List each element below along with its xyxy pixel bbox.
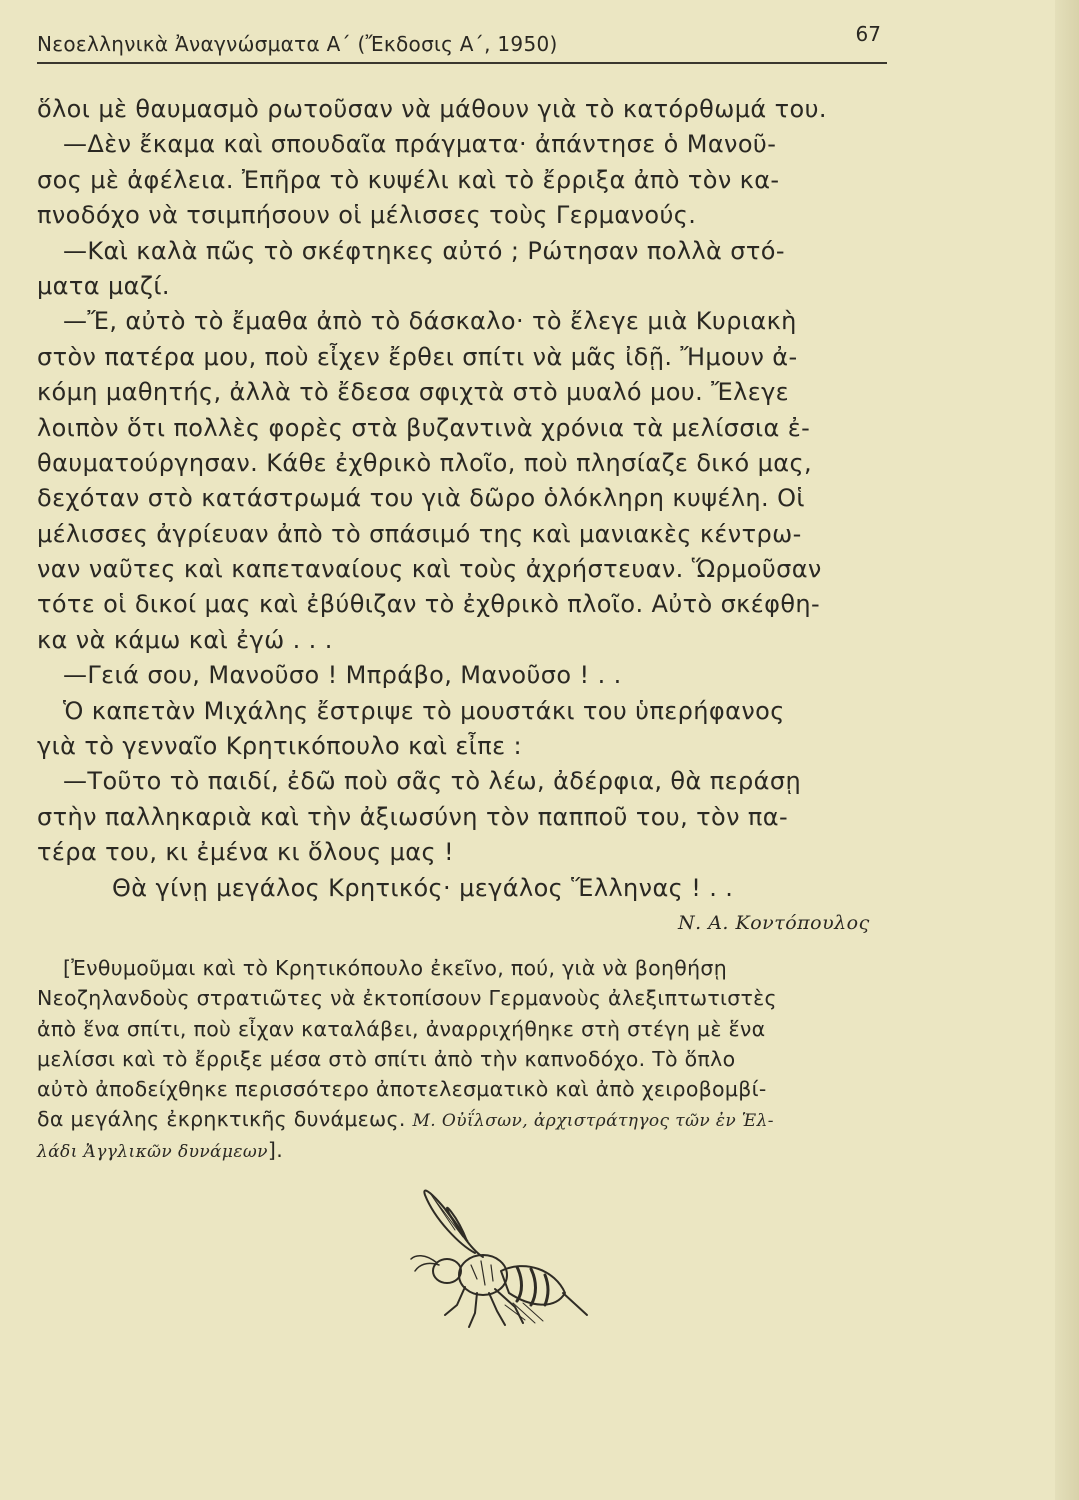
text-line: —Ἔ, αὐτὸ τὸ ἔμαθα ἀπὸ τὸ δάσκαλο· τὸ ἔλεγε μιὰ Κυριακὴ: [63, 307, 797, 336]
note-line: [Ἐνθυμοῦμαι καὶ τὸ Κρητικόπουλο ἐκεῖνο, πού, γιὰ νὰ βοηθήσῃ: [63, 956, 728, 980]
text-line: ὅλοι μὲ θαυμασμὸ ρωτοῦσαν νὰ μάθουν γιὰ τὸ κατόρθωμά του.: [37, 95, 827, 123]
text-line: δεχόταν στὸ κατάστρωμά του γιὰ δῶρο ὁλόκληρη κυψέλη. Οἱ: [37, 484, 805, 513]
text-line: ματα μαζί.: [37, 271, 170, 300]
note-line: Νεοζηλανδοὺς στρατιῶτες νὰ ἐκτοπίσουν Γερμανοὺς ἀλεξιπτωτιστὲς: [37, 986, 777, 1011]
bee-legs: [445, 1287, 523, 1327]
text-line: τέρα του, κι ἐμένα κι ὅλους μας !: [37, 838, 455, 867]
page-number: 67: [855, 22, 881, 46]
note-line: [37, 1104, 897, 1134]
text-line: Θὰ γίνῃ μεγάλος Κρητικός· μεγάλος Ἕλληνας ! . .: [112, 873, 734, 902]
note-line: ἀπὸ ἕνα σπίτι, ποὺ εἶχαν καταλάβει, ἀναρριχήθηκε στὴ στέγη μὲ ἕνα: [37, 1016, 766, 1041]
bee-illustration: [405, 1175, 590, 1340]
note-line: [37, 1135, 897, 1165]
story-text: [37, 92, 897, 906]
text-line: λοιπὸν ὅτι πολλὲς φορὲς στὰ βυζαντινὰ χρόνια τὰ μελίσσια ἐ-: [37, 413, 811, 442]
note-attribution: λάδι Ἀγγλικῶν δυνάμεων: [37, 1141, 268, 1162]
text-line: στὴν παλληκαριὰ καὶ τὴν ἀξιωσύνη τὸν παπποῦ του, τὸν πα-: [37, 802, 789, 831]
note-line: αὐτὸ ἀποδείχθηκε περισσότερο ἀποτελεσματικὸ καὶ ἀπὸ χειροβομβί-: [37, 1077, 767, 1102]
note-attribution: Μ. Οὐΐλσων, ἀρχιστράτηγος τῶν ἐν Ἑλ-: [412, 1111, 774, 1132]
text-line: στὸν πατέρα μου, ποὺ εἶχεν ἔρθει σπίτι νὰ μᾶς ἰδῇ. Ἤμουν ἀ-: [37, 342, 798, 371]
running-head: Νεοελληνικὰ Ἀναγνώσματα Α΄ (Ἔκδοσις Α΄, 1950): [37, 32, 558, 56]
text-line: —Δὲν ἔκαμα καὶ σπουδαῖα πράγματα· ἀπάντησε ὁ Μανοῦ-: [63, 130, 777, 159]
text-line: Ὁ καπετὰν Μιχάλης ἔστριψε τὸ μουστάκι του ὑπερήφανος: [63, 696, 785, 725]
text-line: σος μὲ ἀφέλεια. Ἐπῆρα τὸ κυψέλι καὶ τὸ ἔρριξα ἀπὸ τὸν κα-: [37, 165, 780, 194]
author-signature: Ν. Α. Κοντόπουλος: [678, 912, 870, 934]
page-edge: [1055, 0, 1079, 1500]
header-rule: [37, 62, 887, 64]
text-line: τότε οἱ δικοί μας καὶ ἐβύθιζαν τὸ ἐχθρικὸ πλοῖο. Αὐτὸ σκέφθη-: [37, 590, 821, 619]
page-header: [37, 18, 887, 66]
text-line: θαυματούργησαν. Κάθε ἐχθρικὸ πλοῖο, ποὺ πλησίαζε δικό μας,: [37, 448, 813, 477]
text-line: γιὰ τὸ γενναῖο Κρητικόπουλο καὶ εἶπε :: [37, 732, 523, 761]
text-line: κόμη μαθητής, ἀλλὰ τὸ ἔδεσα σφιχτὰ στὸ μυαλό μου. Ἔλεγε: [37, 378, 790, 407]
text-line: μέλισσες ἀγρίευαν ἀπὸ τὸ σπάσιμό της καὶ μανιακὲς κέντρω-: [37, 519, 802, 548]
text-line: πνοδόχο νὰ τσιμπήσουν οἱ μέλισσες τοὺς Γερμανούς.: [37, 201, 697, 230]
editor-note: [37, 953, 897, 1165]
note-text: δα μεγάλης ἐκρηκτικῆς δυνάμεως.: [37, 1107, 406, 1132]
text-line: —Τοῦτο τὸ παιδί, ἐδῶ ποὺ σᾶς τὸ λέω, ἀδέρφια, θὰ περάσῃ: [63, 767, 802, 796]
text-line: ναν ναῦτες καὶ καπεταναίους καὶ τοὺς ἀχρήστευαν. Ὥρμοῦσαν: [37, 555, 822, 584]
bee-wing: [447, 1208, 483, 1257]
text-line: —Γειά σου, Μανοῦσο ! Μπράβο, Μανοῦσο ! . .: [63, 661, 622, 690]
note-close-bracket: ].: [267, 1137, 284, 1162]
text-line: κα νὰ κάμω καὶ ἐγώ . . .: [37, 625, 333, 654]
note-line: μελίσσι καὶ τὸ ἔρριξε μέσα στὸ σπίτι ἀπὸ τὴν καπνοδόχο. Τὸ ὅπλο: [37, 1046, 736, 1071]
text-line: —Καὶ καλὰ πῶς τὸ σκέφτηκες αὐτό ; Ρώτησαν πολλὰ στό-: [63, 236, 785, 265]
